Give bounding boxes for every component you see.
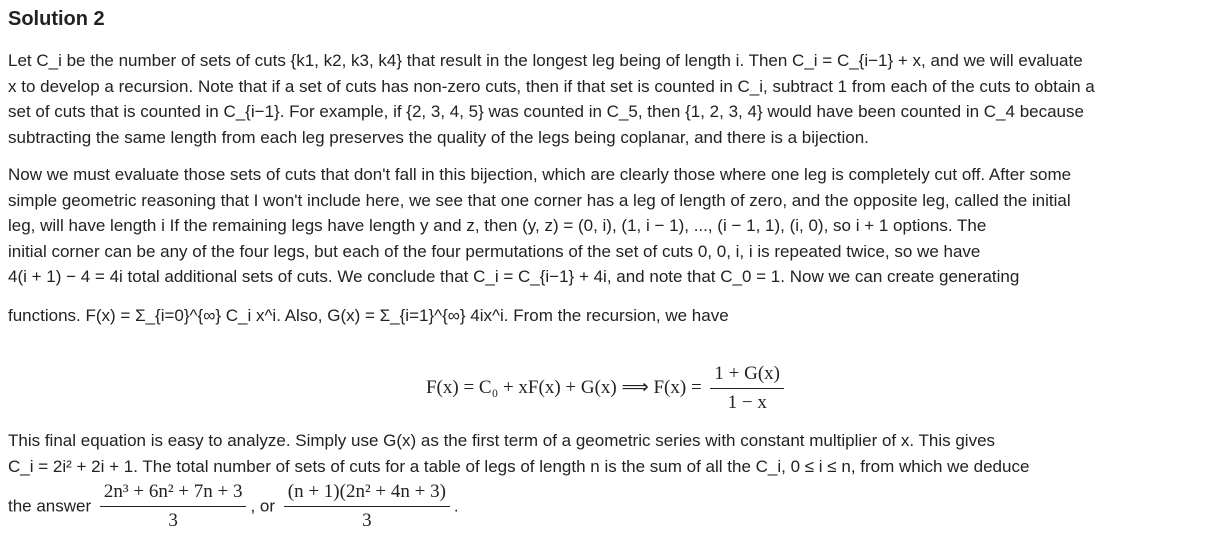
paragraph-2-line-4: initial corner can be any of the four legs, but each of the four permutations of the set of cuts 0, 0, i, i is repeated twice, so we have: [8, 241, 981, 261]
answer-fraction-1-denominator: 3: [168, 510, 178, 531]
paragraph-1-line-3: set of cuts that is counted in C_{i−1}. For example, if {2, 3, 4, 5} was counted in C_5, then {1, 2, 3, 4} would have been counted in C_4 because: [8, 102, 1084, 121]
paragraph-3: [8, 428, 1208, 479]
paragraph-1-line-1: Let C_i be the number of sets of cuts {k1, k2, k3, k4} that result in the longest leg being of length i. Then C_i = C_{i−1} + x, and we will evaluate: [8, 51, 1083, 70]
answer-fraction-1-numerator: 2n³ + 6n² + 7n + 3: [100, 480, 247, 507]
paragraph-1: [8, 48, 1208, 150]
paragraph-1-line-4: subtracting the same length from each leg preserves the quality of the legs being coplanar, and there is a bijection.: [8, 127, 869, 147]
paragraph-2: [8, 162, 1208, 290]
answer-fraction-2-numerator: (n + 1)(2n² + 4n + 3): [284, 480, 450, 507]
paragraph-3-line-2: C_i = 2i² + 2i + 1. The total number of sets of cuts for a table of legs of length n is the sum of all the C_i, 0 ≤ i ≤ n, from which we deduce: [8, 456, 1030, 476]
answer-fraction-2-denominator: 3: [362, 510, 372, 531]
answer-fraction-2: [284, 480, 450, 533]
display-equation-fraction: [710, 362, 784, 415]
generating-functions-text: functions. F(x) = Σ_{i=0}^{∞} C_i x^i. Also, G(x) = Σ_{i=1}^{∞} 4ix^i. From the recursion, we have: [8, 306, 729, 325]
answer-line: [8, 480, 1208, 536]
display-equation: [0, 362, 1214, 415]
display-equation-lhs: F(x) = C₀ + xF(x) + G(x) ⟹ F(x) =: [425, 376, 702, 398]
answer-fraction-1: [100, 480, 247, 533]
answer-label: the answer: [8, 496, 92, 516]
fraction-numerator: 1 + G(x): [710, 362, 784, 389]
paragraph-2-line-3: leg, will have length i If the remaining legs have length y and z, then (y, z) = (0, i), (1, i − 1), ..., (i − 1, 1), (i, 0), so i + 1 options. The: [8, 216, 987, 235]
solution-heading: Solution 2: [8, 8, 105, 30]
paragraph-1-line-2: x to develop a recursion. Note that if a set of cuts has non-zero cuts, then if that set is counted in C_i, subtract 1 from each of the cuts to obtain a: [8, 76, 1095, 96]
paragraph-2-line-5: 4(i + 1) − 4 = 4i total additional sets of cuts. We conclude that C_i = C_{i−1} + 4i, and note that C_0 = 1. Now we can create generating: [8, 267, 1020, 286]
paragraph-2-line-2: simple geometric reasoning that I won't include here, we see that one corner has a leg of length of zero, and the opposite leg, called the initial: [8, 190, 1071, 210]
paragraph-2-line-6: [8, 292, 1208, 352]
answer-or: , or: [250, 496, 276, 516]
paragraph-3-line-1: This final equation is easy to analyze. Simply use G(x) as the first term of a geometric series with constant multiplier of x. This gives: [8, 431, 996, 450]
paragraph-2-line-1: Now we must evaluate those sets of cuts that don't fall in this bijection, which are clearly those where one leg is completely cut off. After some: [8, 165, 1072, 184]
fraction-denominator: 1 − x: [727, 392, 767, 413]
answer-period: .: [453, 496, 459, 516]
